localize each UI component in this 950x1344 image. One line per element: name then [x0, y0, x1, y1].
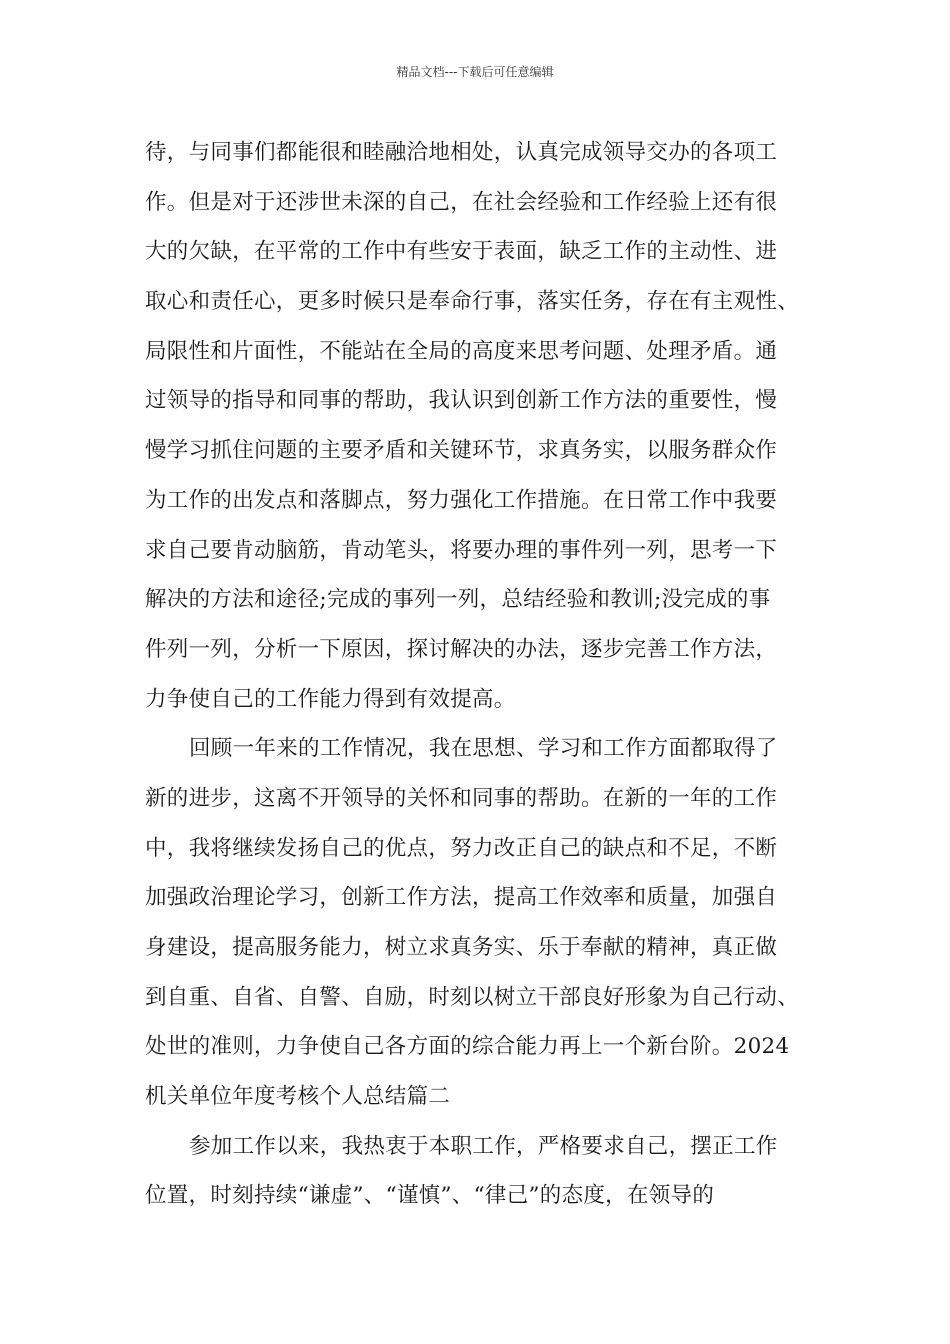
- text-line: 到自重、自省、自警、自励，时刻以树立干部良好形象为自己行动、: [145, 984, 800, 1010]
- text-line: 新的进步，这离不开领导的关怀和同事的帮助。在新的一年的工作: [145, 785, 778, 811]
- text-line: 待，与同事们都能很和睦融洽地相处，认真完成领导交办的各项工: [145, 140, 778, 165]
- text-line: 件列一列，分析一下原因，探讨解决的办法，逐步完善工作方法，: [145, 636, 778, 662]
- text-line: 作。但是对于还涉世未深的自己，在社会经验和工作经验上还有很: [145, 189, 778, 215]
- text-line: 解决的方法和途径;完成的事列一列，总结经验和教训;没完成的事: [145, 587, 771, 613]
- text-line: 力争使自己的工作能力得到有效提高。: [145, 686, 516, 712]
- page-header: 精品文档---下载后可任意编辑: [396, 65, 554, 79]
- text-line: 大的欠缺，在平常的工作中有些安于表面，缺乏工作的主动性、进: [145, 239, 778, 265]
- text-line: 身建设，提高服务能力，树立求真务实、乐于奉献的精神，真正做: [145, 935, 778, 960]
- text-line: 过领导的指导和同事的帮助，我认识到创新工作方法的重要性，慢: [145, 388, 778, 414]
- text-line: 为工作的出发点和落脚点，努力强化工作措施。在日常工作中我要: [145, 487, 778, 513]
- document-body: [145, 128, 825, 1221]
- text-line: 局限性和片面性，不能站在全局的高度来思考问题、处理矛盾。通: [145, 338, 778, 364]
- section-title-line: 机关单位年度考核个人总结篇二: [145, 1084, 451, 1110]
- paragraph-start-line: 回顾一年来的工作情况，我在思想、学习和工作方面都取得了: [189, 736, 778, 762]
- text-line: 取心和责任心，更多时候只是奉命行事，落实任务，存在有主观性、: [145, 289, 800, 315]
- text-line: 慢学习抓住问题的主要矛盾和关键环节，求真务实，以服务群众作: [145, 438, 778, 464]
- paragraph-start-line: 参加工作以来，我热衷于本职工作，严格要求自己，摆正工作: [189, 1133, 778, 1159]
- text-line: 位置，时刻持续“谦虚”、“谨慎”、“律己”的态度，在领导的: [145, 1183, 715, 1209]
- text-line: 中，我将继续发扬自己的优点，努力改正自己的缺点和不足，不断: [145, 835, 778, 861]
- text-line: 加强政治理论学习，创新工作方法，提高工作效率和质量，加强自: [145, 885, 778, 911]
- text-line: 处世的准则，力争使自己各方面的综合能力再上一个新台阶。2024: [145, 1034, 790, 1060]
- text-line: 求自己要肯动脑筋，肯动笔头，将要办理的事件列一列，思考一下: [145, 537, 778, 563]
